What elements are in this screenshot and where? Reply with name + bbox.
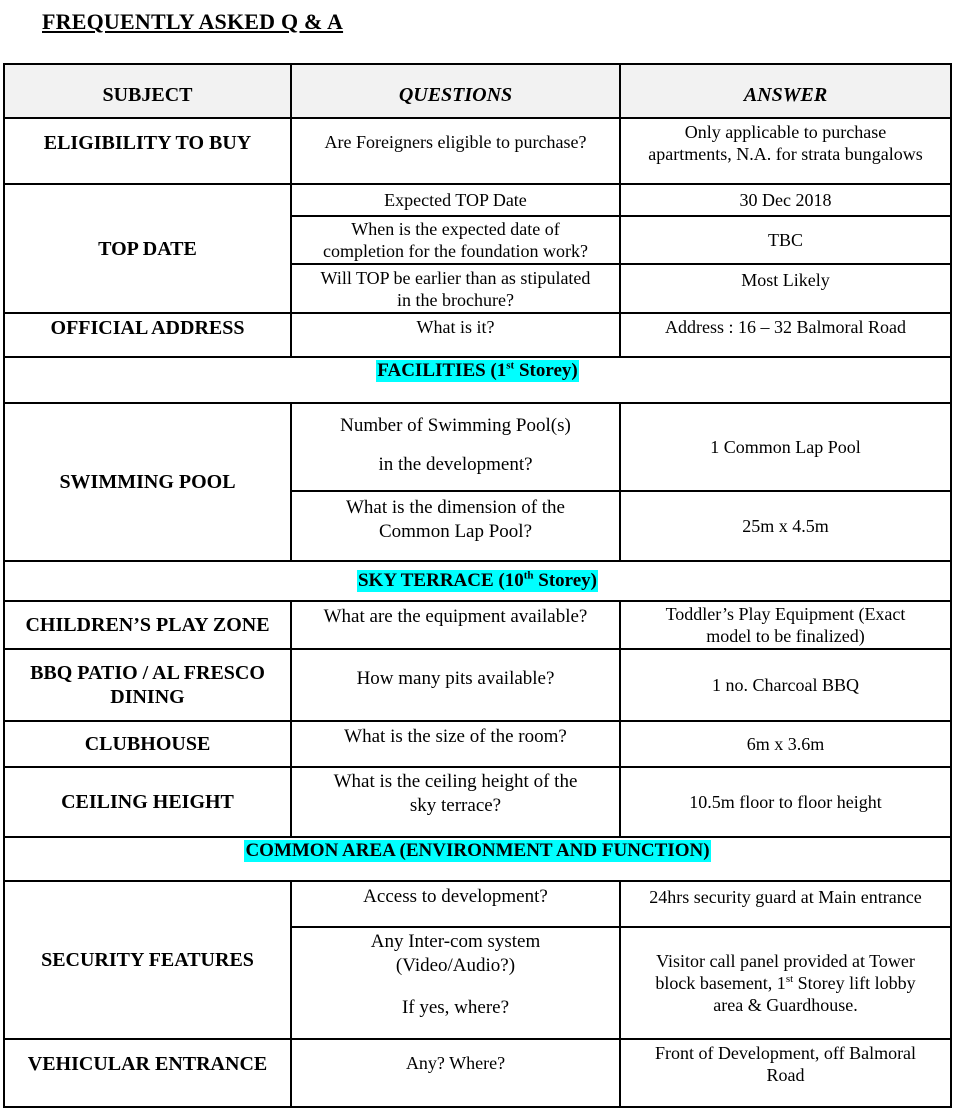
answer-eligibility	[619, 117, 952, 185]
question-top-earlier-line2: in the brochure?	[397, 289, 514, 310]
answer-pool-dimension: 25m x 4.5m	[619, 490, 952, 562]
question-bbq: How many pits available?	[290, 648, 621, 722]
question-pool-count	[290, 402, 621, 492]
question-ceiling-height	[290, 766, 621, 838]
subject-security: SECURITY FEATURES	[3, 880, 292, 1040]
answer-top-expected: 30 Dec 2018	[619, 183, 952, 217]
question-pool-count-line1: Number of Swimming Pool(s)	[340, 414, 571, 436]
question-top-foundation-line1: When is the expected date of	[351, 219, 560, 239]
question-official-address: What is it?	[290, 312, 621, 358]
subject-swimming-pool: SWIMMING POOL	[3, 402, 292, 562]
section-sky-terrace	[3, 560, 952, 602]
section-facilities-label: FACILITIES (1st Storey)	[377, 359, 578, 381]
answer-security-access: 24hrs security guard at Main entrance	[619, 880, 952, 928]
question-vehicular: Any? Where?	[290, 1038, 621, 1108]
answer-official-address: Address : 16 – 32 Balmoral Road	[619, 312, 952, 358]
answer-top-foundation: TBC	[619, 215, 952, 265]
answer-eligibility-line1: Only applicable to purchase	[684, 122, 887, 142]
question-pool-dimension	[290, 490, 621, 562]
answer-pool-count: 1 Common Lap Pool	[619, 402, 952, 492]
question-security-access: Access to development?	[290, 880, 621, 928]
subject-bbq-line1: BBQ PATIO / AL FRESCO	[30, 662, 265, 684]
answer-eligibility-line2: apartments, N.A. for strata bungalows	[648, 144, 923, 164]
question-eligibility: Are Foreigners eligible to purchase?	[290, 117, 621, 185]
answer-play-zone-line1: Toddler’s Play Equipment (Exact	[665, 604, 906, 624]
answer-play-zone	[619, 600, 952, 650]
subject-clubhouse: CLUBHOUSE	[3, 720, 292, 768]
subject-vehicular: VEHICULAR ENTRANCE	[3, 1038, 292, 1108]
question-pool-count-line2: in the development?	[378, 453, 533, 475]
subject-official-address: OFFICIAL ADDRESS	[3, 312, 292, 358]
page-title: FREQUENTLY ASKED Q & A	[42, 9, 344, 34]
answer-clubhouse: 6m x 3.6m	[619, 720, 952, 768]
question-top-foundation-line2: completion for the foundation work?	[323, 241, 588, 261]
subject-play-zone: CHILDREN’S PLAY ZONE	[3, 600, 292, 650]
answer-play-zone-line2: model to be finalized)	[706, 626, 865, 646]
question-intercom-line1: Any Inter-com system	[370, 931, 541, 952]
answer-vehicular	[619, 1038, 952, 1108]
answer-security-intercom	[619, 926, 952, 1040]
answer-intercom-line1: Visitor call panel provided at Tower	[656, 951, 915, 971]
question-top-earlier	[290, 263, 621, 314]
section-facilities	[3, 356, 952, 404]
question-top-earlier-line1: Will TOP be earlier than as stipulated	[320, 267, 591, 288]
answer-bbq: 1 no. Charcoal BBQ	[619, 648, 952, 722]
subject-top-date: TOP DATE	[3, 183, 292, 314]
header-subject: SUBJECT	[3, 63, 292, 119]
question-top-expected: Expected TOP Date	[290, 183, 621, 217]
answer-ceiling-height: 10.5m floor to floor height	[619, 766, 952, 838]
question-pool-dimension-line1: What is the dimension of the	[346, 497, 565, 518]
answer-intercom-line2: block basement, 1st Storey lift lobby	[655, 973, 916, 993]
section-common-area	[3, 836, 952, 882]
subject-eligibility: ELIGIBILITY TO BUY	[3, 117, 292, 185]
question-security-intercom	[290, 926, 621, 1040]
section-sky-terrace-label: SKY TERRACE (10th Storey)	[357, 569, 598, 591]
answer-top-earlier: Most Likely	[619, 263, 952, 314]
subject-bbq	[3, 648, 292, 722]
answer-vehicular-line2: Road	[766, 1065, 805, 1085]
question-pool-dimension-line2: Common Lap Pool?	[378, 521, 533, 542]
question-intercom-line2: (Video/Audio?)	[395, 955, 516, 976]
answer-vehicular-line1: Front of Development, off Balmoral	[654, 1043, 917, 1063]
question-intercom-line3: If yes, where?	[401, 997, 510, 1018]
section-common-area-label: COMMON AREA (ENVIRONMENT AND FUNCTION)	[245, 840, 710, 861]
subject-ceiling-height: CEILING HEIGHT	[3, 766, 292, 838]
question-ceiling-line1: What is the ceiling height of the	[333, 771, 578, 792]
question-top-foundation	[290, 215, 621, 265]
header-answer: ANSWER	[619, 63, 952, 119]
header-questions: QUESTIONS	[290, 63, 621, 119]
question-clubhouse: What is the size of the room?	[290, 720, 621, 768]
question-play-zone: What are the equipment available?	[290, 600, 621, 650]
answer-intercom-line3: area & Guardhouse.	[713, 995, 858, 1015]
question-ceiling-line2: sky terrace?	[409, 795, 502, 816]
subject-bbq-line2: DINING	[110, 686, 185, 708]
